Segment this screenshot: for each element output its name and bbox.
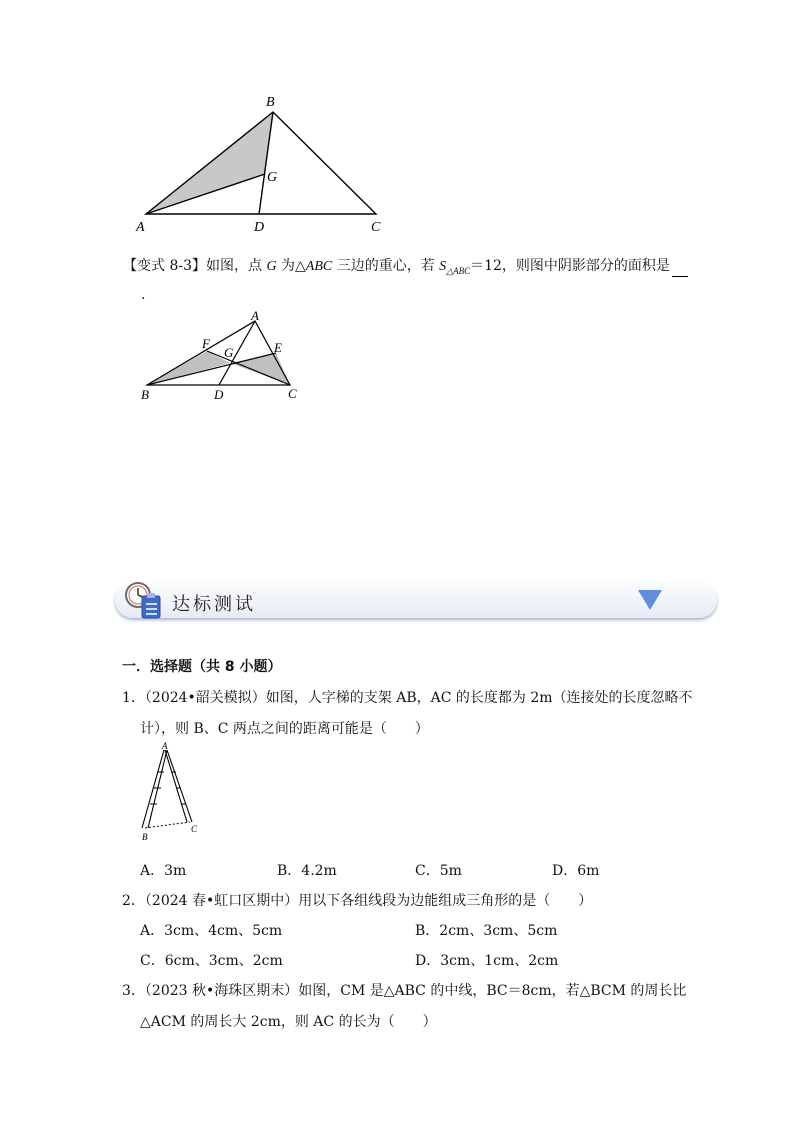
- q2-option-a[interactable]: A．3cm、4cm、5cm: [140, 923, 283, 939]
- label2-b: B: [141, 387, 149, 402]
- subsection-title: 一．选择题（共 8 小题）: [122, 659, 282, 675]
- figure-triangle-centroid: [130, 90, 400, 240]
- label-g: G: [267, 170, 278, 185]
- label2-c: C: [288, 386, 297, 401]
- ladder-figure: [136, 742, 206, 846]
- answer-blank: [672, 256, 688, 277]
- label-a: A: [136, 220, 145, 235]
- ladder-label-b: B: [142, 832, 148, 842]
- q2-option-c[interactable]: C．6cm、3cm、2cm: [140, 953, 283, 969]
- q3-line1: 3．（2023 秋•海珠区期末）如图，CM 是△ABC 的中线，BC＝8cm，若△BCM 的周长比: [122, 983, 687, 999]
- q1-line2: 计），则 B、C 两点之间的距离可能是（ ）: [140, 721, 429, 737]
- triangle-down-icon: [637, 589, 663, 611]
- clock-clipboard-icon: [122, 578, 168, 622]
- variant-problem: 【变式 8-3】如图，点 G 为△ABC 三边的重心，若 $S_{\triangle ABC}=12$，则图中阴影部分的面积是: [123, 256, 688, 281]
- label2-d: D: [214, 387, 224, 402]
- label-d: D: [254, 220, 265, 235]
- label-c: C: [371, 220, 381, 235]
- label2-g: G: [224, 345, 234, 360]
- label2-a: A: [251, 308, 259, 323]
- ladder-label-a: A: [162, 742, 168, 751]
- q1-option-b[interactable]: B．4.2m: [277, 863, 337, 879]
- q2-option-d[interactable]: D．3cm、1cm、2cm: [415, 953, 559, 969]
- q1-option-c[interactable]: C．5m: [415, 863, 462, 879]
- q1-line1: 1．（2024•韶关模拟）如图，人字梯的支架 AB，AC 的长度都为 2m（连接处的长度忽略不: [122, 690, 693, 706]
- ladder-label-c: C: [191, 824, 198, 834]
- q2-option-b[interactable]: B．2cm、3cm、5cm: [415, 923, 558, 939]
- q2-stem: 2．（2024 春•虹口区期中）用以下各组线段为边能组成三角形的是（ ）: [122, 893, 593, 909]
- q3-line2: △ACM 的周长大 2cm，则 AC 的长为（ ）: [140, 1014, 437, 1030]
- section-title: 达标测试: [172, 594, 256, 615]
- figure-centroid-shaded: [135, 308, 315, 408]
- label2-f: F: [202, 336, 210, 351]
- q1-option-d[interactable]: D．6m: [552, 863, 600, 879]
- variant-tail: .: [141, 287, 146, 303]
- variant-tag: 【变式 8-3】: [123, 258, 206, 274]
- label2-e: E: [274, 340, 282, 355]
- label-b: B: [266, 95, 275, 110]
- q1-option-a[interactable]: A．3m: [140, 863, 187, 879]
